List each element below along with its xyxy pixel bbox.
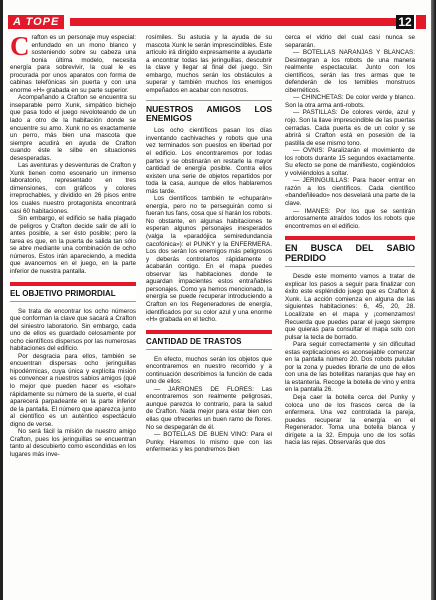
page-number: 12	[396, 15, 414, 29]
column-2	[146, 34, 272, 454]
body-paragraph: Por desgracia para ellos, también se encuentran dispersas ocho jeringuillas hipodérmicas, cuya única y explícita misión es convencer a nuestros sabios amigos (qué lo mejor que pueden hacer es «soltar» rápidamente su número de la suerte, el cual aparecerá parpadeante en la parte inferior de la pantalla. El número que aparezca junto al científico es un auténtico espectáculo digno de verse.	[10, 352, 136, 428]
intro-paragraph: Crafton es un personaje muy especial: enfundado en un mono blanco y sosteniendo sobre su cabeza una bonia última modelo, necesita energía para sobrevivir, la cual le es procurada por unos aparatos con forma de cabinas telefónicas sin puerta y con una enorme «H» grabada en su parte superior.	[10, 31, 136, 94]
body-paragraph: Los ocho científicos pasan los días inventando cachivaches y robots que una vez terminados son puestos en libertad por el edificio. Los encontraremos por todas partes y se obstinarán en restarle la mayor cantidad de energía posible. Contra ellos existen una serie de objetos repartidos por toda la casa, aunque de ellos hablaremos más tarde.	[146, 127, 272, 195]
section-heading-sabio: EN BUSCA DEL SABIO PERDIDO	[285, 236, 415, 267]
column-1	[10, 31, 136, 458]
body-paragraph: — IMANES: Por los que se sentirán ardorosamente atraídos todos los robots que encontremos en el edificio.	[285, 207, 415, 230]
body-paragraph: Sin embargo, el edificio se halla plagado de peligros y Crafton decide salir de allí lo antes posible, a ser ésto posible; pero la tarea es que, en la puerta de salida tan sólo se abre mediante una combinación de ocho números. Estos irán apareciendo, a medida que avancemos en el juego, en la parte inferior de nuestra pantalla.	[10, 215, 136, 275]
body-paragraph: En efecto, muchos serán los objetos que encontraremos en nuestro recorrido y a continuación describimos la función de cada uno de ellos:	[146, 355, 272, 386]
section-header	[8, 15, 426, 29]
body-paragraph: No será fácil la misión de nuestro amigo Crafton, pues los jeringuillas se encuentran tanto al descubierto como escondidas en los lugares más inve-	[10, 428, 136, 458]
section-heading-trastos: CANTIDAD DE TRASTOS	[146, 330, 272, 350]
header-red-rule	[70, 18, 396, 26]
body-paragraph: — JARRONES DE FLORES: Las encontraremos son realmente peligrosas, aunque parezca lo contrario, para la salud de Crafton. Nada mejor para estar bien con ellas que ofrecerles un buen ramo de flores. No se despegarán de él.	[146, 385, 272, 431]
body-paragraph: cerca el vidrio del cual casi nunca se separarán.	[285, 34, 415, 49]
drop-cap: C	[10, 31, 30, 61]
header-red-stub	[416, 15, 426, 29]
body-paragraph: — PASTILLAS: De colores verde, azul y rojo. Son la llave imprescindible de las puertas cerradas. Cada puerta es de un color y se abrirá si Crafton está en posesión de la pastilla de ese mismo tono.	[285, 109, 415, 147]
column-3	[285, 34, 415, 447]
body-paragraph: Deja caer la botella cerca del Punky y coloca uno de los frascos cerca de la enfermera. Una vez controlada la pareja, puedes recuperar la energía en el Regenerador. Toma una botella blanca y dirígete a la 32. Empuja uno de los sofás hacia las rejas. Observarás que dos	[285, 393, 415, 447]
body-paragraph: — JERINGUILLAS: Para hacer entrar en razón a los científicos. Cada científico «bandeñileado» nos desvelará una parte de la clave.	[285, 177, 415, 208]
body-paragraph: Acompañando a Crafton se encuentra su inseparable perro Xunk, simpático bichejo que pasa todo el juego revoloteando de un lado a otro de la habitación donde se encuentre su amo. Xunk no es exactamente un perro, más bien una mascota que siempre acudirá en ayuda de Crafton cuando éste le silbe en situaciones desesperadas.	[10, 94, 136, 162]
page-left-edge	[0, 0, 3, 600]
body-paragraph: Se trata de encontrar los ocho números que conforman la clave que sacará a Crafton del siniestro laboratorio. Sin embargo, cada uno de ellos es guardado celosamente por ocho científicos dispersos por las numerosas habitaciones del edificio.	[10, 307, 136, 353]
body-paragraph: Las aventuras y desventuras de Crafton y Xunk tienen como escenario un inmenso laboratorio, representado en tres dimensiones, con gráficos y colores irreprochables, y dividido en 26 pisos entre los cuales nuestro protagonista encontrará casi 60 habitaciones.	[10, 162, 136, 215]
page-right-edge	[431, 0, 436, 600]
body-paragraph: Desde este momento vamos a tratar de explicar los pasos a seguir para finalizar con éxito este espléndido juego que es Crafton & Xunk. La acción comienza en alguna de las siguientes habitaciones: 6, 45, 20, 28. Localízate en el mapa y ¡comenzamos! Recuerda que puedes parar el juego siempre que quieras para consultar el mapa solo con pulsar la tecla de borrado.	[285, 273, 415, 341]
body-paragraph: Los científicos también te «chuparán» energía, pero no te perseguirán como si fueran tus fans, cosa que sí harán los robots. No obstante, en algunas habitaciones te esperan algunos personajes inesperados (valga la «paradójica semiredundancia cacofónica»): el PUNKY y la ENFERMERA. Los dos serán los enemigos más peligrosos y deberás controlarlos rápidamente o acabarán contigo. En el mapa puedes observar las habitaciones donde te aguardan impacientes estos entrañables personajes. Como ya hemos mencionado, la energía se puede recuperar introduciendo a Crafton en los Regeneradores de energía, identificados por su color azul y una enorme «H» grabada en el techo.	[146, 195, 273, 324]
body-paragraph: — BOTELLAS DE BUEN VINO: Para el Punky. Haremos lo mismo que con las enfermeras y les pondremos bien	[146, 431, 272, 454]
body-paragraph: — BOTELLAS NARANJAS Y BLANCAS: Desintegran a los robots de una manera realmente espectacular. Junto con los científicos, serán las tres armas que te defenderán de los temibles monstruos cibernéticos.	[285, 49, 415, 94]
body-paragraph: — OVNIS: Paralizarán el movimiento de los robots durante 15 segundos exactamente. Su efecto se pone de manifiesto, cogiéndolos y volviéndolos a soltar.	[285, 147, 415, 177]
body-paragraph: Para seguir correctamente y sin dificultad estas explicaciones es aconsejable comenzar en la pantalla número 20. Dos robots pululan por la zona y puedes librarte de uno de ellos con una de las botellitas naranjas que hay en la estantería. Recoge la botella de vino y entra en la pantalla 26.	[285, 341, 415, 394]
section-heading-enemigos: NUESTROS AMIGOS LOS ENEMIGOS	[146, 100, 272, 123]
section-title: A TOPE	[8, 15, 64, 29]
section-heading-objetivo: EL OBJETIVO PRIMORDIAL	[10, 282, 136, 302]
body-paragraph: rosímiles. Su astucia y la ayuda de su mascota Xunk le serán imprescindibles. Este artículo irá dirigido expresamente a ayudarte a encontrar todas las jeringuillas, descubrir la clave y llegar al final del juego. Sin embargo, muchos serán los obstáculos a superar y también muchos los enemigos empeñados en acabar con nosotros.	[146, 34, 272, 94]
body-paragraph: — CHINCHETAS: De color verde y blanco. Son la otra arma anti-robots.	[285, 94, 415, 109]
